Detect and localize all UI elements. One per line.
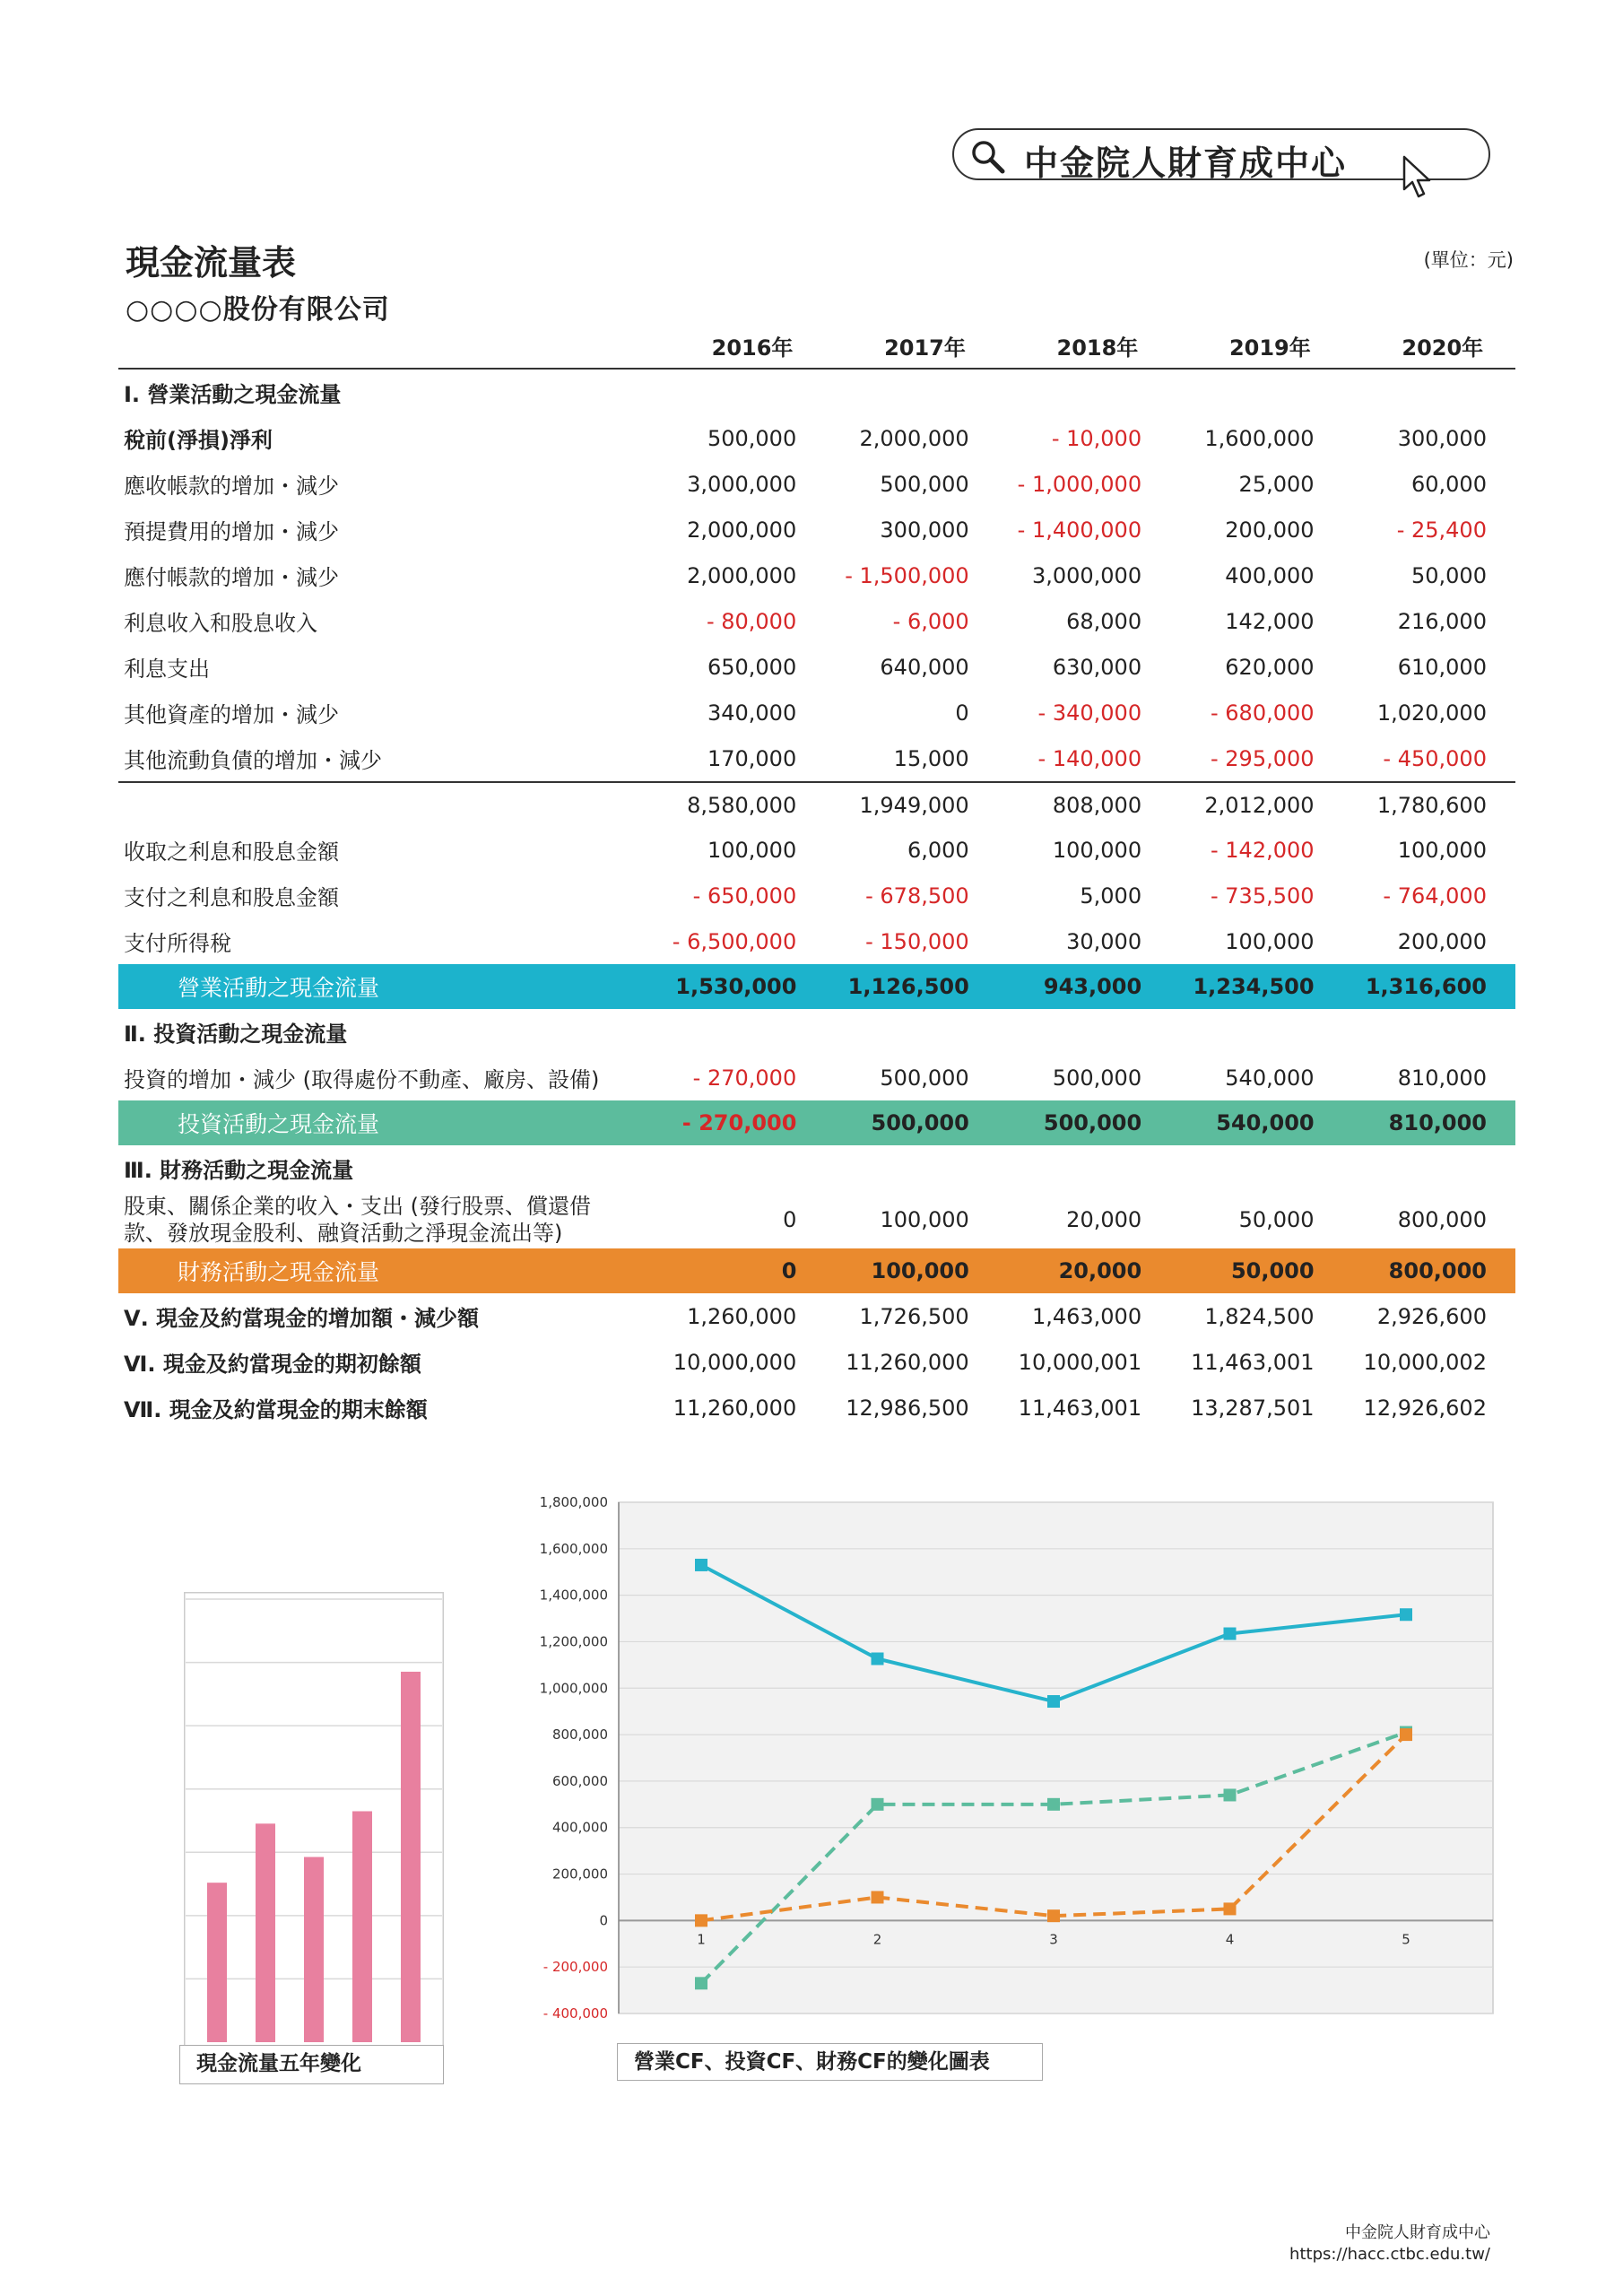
cell-2018: 808,000 bbox=[1052, 792, 1142, 818]
cell-2017: 500,000 bbox=[880, 471, 969, 497]
cell-2016: - 80,000 bbox=[706, 608, 797, 634]
operating-rows-2 bbox=[118, 827, 1515, 964]
bar-2016年 bbox=[207, 1883, 227, 2042]
cell-2017: 11,260,000 bbox=[846, 1349, 969, 1375]
y-tick-label: 400,000 bbox=[551, 1819, 608, 1836]
row-label: 稅前(淨損)淨利 bbox=[124, 428, 273, 453]
operating-subtotal-row bbox=[118, 781, 1515, 827]
series-2-point bbox=[695, 1914, 707, 1926]
operating-rows bbox=[118, 415, 1515, 781]
cell-2018: 500,000 bbox=[1052, 1065, 1142, 1091]
y-tick-label: 1,800,000 bbox=[539, 1494, 608, 1510]
line-chart-caption bbox=[617, 2043, 1043, 2081]
cell-2016: - 6,500,000 bbox=[672, 928, 797, 954]
row-label: 財務活動之現金流量 bbox=[178, 1259, 380, 1285]
row-label: Ⅴ. 現金及約當現金的增加額・減少額 bbox=[124, 1306, 480, 1331]
footer-url[interactable]: https://hacc.ctbc.edu.tw/ bbox=[1289, 2245, 1490, 2264]
cell-2019: 540,000 bbox=[1225, 1065, 1315, 1091]
cell-2018: 630,000 bbox=[1052, 654, 1142, 680]
cell-2017: 6,000 bbox=[907, 837, 969, 863]
cell-2019: - 680,000 bbox=[1210, 700, 1315, 726]
cell-2017: 1,726,500 bbox=[859, 1303, 969, 1329]
cell-2016: 2,000,000 bbox=[687, 517, 797, 543]
x-tick-label: 2 bbox=[872, 1931, 882, 1948]
section-heading-label: Ⅰ. 營業活動之現金流量 bbox=[124, 382, 342, 407]
series-0-point bbox=[1400, 1608, 1412, 1621]
cell-2016: - 270,000 bbox=[692, 1065, 797, 1091]
y-tick-label: 1,000,000 bbox=[539, 1680, 608, 1697]
line-chart-title: 營業CF、投資CF、財務CF的變化圖表 bbox=[634, 2050, 990, 2074]
cf-line-chart bbox=[502, 1489, 1506, 2045]
cell-2016: - 270,000 bbox=[681, 1110, 797, 1135]
table-row bbox=[118, 415, 1515, 461]
cell-2018: 30,000 bbox=[1066, 928, 1142, 954]
cell-2017: - 150,000 bbox=[865, 928, 969, 954]
year-header: 2020年 bbox=[1402, 335, 1484, 361]
footer bbox=[1289, 2222, 1490, 2266]
y-tick-label: - 400,000 bbox=[542, 2005, 608, 2022]
row-label: 其他資產的增加・減少 bbox=[124, 702, 339, 727]
table-row bbox=[118, 918, 1515, 964]
bar-chart-title: 現金流量五年變化 bbox=[196, 2052, 361, 2075]
cell-2016: 340,000 bbox=[707, 700, 797, 726]
cell-2017: 100,000 bbox=[880, 1207, 969, 1232]
cell-2019: 200,000 bbox=[1225, 517, 1315, 543]
row-label: 營業活動之現金流量 bbox=[178, 975, 380, 1001]
series-1-point bbox=[872, 1798, 884, 1811]
cursor-icon bbox=[1402, 155, 1438, 202]
cell-2017: - 1,500,000 bbox=[845, 562, 969, 588]
section-heading-label: Ⅱ. 投資活動之現金流量 bbox=[124, 1022, 348, 1047]
cell-2017: - 678,500 bbox=[865, 883, 969, 909]
table-row bbox=[118, 827, 1515, 873]
cell-2020: 216,000 bbox=[1397, 608, 1487, 634]
footer-name: 中金院人財育成中心 bbox=[1345, 2223, 1490, 2242]
row-label: 支付所得稅 bbox=[124, 931, 231, 956]
table-row bbox=[118, 461, 1515, 507]
row-label: 其他流動負債的增加・減少 bbox=[124, 748, 382, 773]
investing-row bbox=[118, 1055, 1515, 1100]
table-row bbox=[118, 598, 1515, 644]
series-2-point bbox=[1047, 1909, 1060, 1922]
cell-2018: - 340,000 bbox=[1037, 700, 1142, 726]
series-0-point bbox=[1047, 1695, 1060, 1708]
row-label: Ⅵ. 現金及約當現金的期初餘額 bbox=[124, 1352, 421, 1377]
cell-2016: - 650,000 bbox=[692, 883, 797, 909]
cell-2018: 500,000 bbox=[1043, 1110, 1142, 1135]
cell-2019: 25,000 bbox=[1238, 471, 1315, 497]
cell-2020: 12,926,602 bbox=[1363, 1395, 1487, 1421]
cell-2016: 500,000 bbox=[707, 425, 797, 451]
table-row bbox=[118, 873, 1515, 918]
cell-2019: 50,000 bbox=[1238, 1207, 1315, 1232]
financing-total-row bbox=[118, 1248, 1515, 1293]
cell-2017: 500,000 bbox=[871, 1110, 969, 1135]
cell-2020: 1,020,000 bbox=[1376, 700, 1487, 726]
cell-2017: 15,000 bbox=[893, 745, 969, 771]
cell-2019: 142,000 bbox=[1225, 608, 1315, 634]
cell-2016: 0 bbox=[781, 1258, 797, 1283]
company-name: ○○○○股份有限公司 bbox=[126, 294, 390, 326]
summary-row bbox=[118, 1385, 1515, 1431]
section-heading-label: Ⅲ. 財務活動之現金流量 bbox=[124, 1158, 354, 1183]
row-label: 支付之利息和股息金額 bbox=[124, 885, 339, 910]
x-tick-label: 5 bbox=[1402, 1931, 1410, 1948]
cell-2017: 0 bbox=[955, 700, 969, 726]
cell-2016: 3,000,000 bbox=[687, 471, 797, 497]
cell-2020: 800,000 bbox=[1397, 1207, 1487, 1232]
cell-2019: 50,000 bbox=[1230, 1258, 1315, 1283]
operating-total-row bbox=[118, 964, 1515, 1009]
row-label: 投資的增加・減少 (取得處份不動產、廠房、設備) bbox=[124, 1067, 600, 1092]
cell-2018: - 140,000 bbox=[1037, 745, 1142, 771]
y-tick-label: 1,400,000 bbox=[539, 1587, 608, 1604]
summary-row bbox=[118, 1293, 1515, 1339]
row-label: 應付帳款的增加・減少 bbox=[124, 565, 339, 590]
cell-2019: - 735,500 bbox=[1210, 883, 1315, 909]
magnifier-icon bbox=[968, 138, 1010, 176]
page-title: 現金流量表 bbox=[126, 243, 297, 283]
cell-2020: 10,000,002 bbox=[1363, 1349, 1487, 1375]
cell-2020: 200,000 bbox=[1397, 928, 1487, 954]
series-1-point bbox=[695, 1977, 707, 1989]
x-tick-label: 3 bbox=[1049, 1931, 1058, 1948]
cell-2020: 800,000 bbox=[1388, 1258, 1487, 1283]
row-label: 應收帳款的增加・減少 bbox=[124, 474, 339, 499]
x-tick-label: 1 bbox=[697, 1931, 706, 1948]
row-label: 利息收入和股息收入 bbox=[124, 611, 317, 636]
cell-2020: - 25,400 bbox=[1396, 517, 1487, 543]
cell-2019: 11,463,001 bbox=[1191, 1349, 1315, 1375]
cell-2017: - 6,000 bbox=[892, 608, 969, 634]
row-label: 股東、關係企業的收入・支出 (發行股票、償還借款、發放現金股利、融資活動之淨現金流出等) bbox=[124, 1194, 591, 1246]
cell-2019: 2,012,000 bbox=[1204, 792, 1315, 818]
y-tick-label: 800,000 bbox=[551, 1726, 608, 1744]
year-header: 2018年 bbox=[1056, 335, 1139, 361]
bar-2020年 bbox=[401, 1672, 421, 2042]
cell-2019: - 295,000 bbox=[1210, 745, 1315, 771]
cell-2018: - 1,400,000 bbox=[1017, 517, 1142, 543]
summary-row bbox=[118, 1339, 1515, 1385]
series-2-point bbox=[872, 1891, 884, 1903]
cell-2017: 500,000 bbox=[880, 1065, 969, 1091]
table-row bbox=[118, 735, 1515, 781]
cell-2019: 1,824,500 bbox=[1204, 1303, 1315, 1329]
cell-2017: 300,000 bbox=[880, 517, 969, 543]
cell-2016: 650,000 bbox=[707, 654, 797, 680]
cell-2020: 2,926,600 bbox=[1376, 1303, 1487, 1329]
cell-2017: 1,126,500 bbox=[847, 974, 969, 999]
cell-2019: 620,000 bbox=[1225, 654, 1315, 680]
section-heading-financing bbox=[118, 1145, 1515, 1191]
investing-total-row bbox=[118, 1100, 1515, 1145]
section-heading-investing bbox=[118, 1009, 1515, 1055]
cell-2018: - 1,000,000 bbox=[1017, 471, 1142, 497]
table-row bbox=[118, 552, 1515, 598]
series-2-point bbox=[1224, 1902, 1237, 1915]
series-1-point bbox=[1047, 1798, 1060, 1811]
cell-2020: 300,000 bbox=[1397, 425, 1487, 451]
cell-2020: 610,000 bbox=[1397, 654, 1487, 680]
cell-2016: 8,580,000 bbox=[687, 792, 797, 818]
cell-2020: 1,780,600 bbox=[1376, 792, 1487, 818]
y-tick-label: 200,000 bbox=[551, 1866, 608, 1883]
bar-2018年 bbox=[304, 1857, 324, 2042]
cell-2018: - 10,000 bbox=[1051, 425, 1142, 451]
row-label: 投資活動之現金流量 bbox=[178, 1111, 380, 1137]
section-heading-operating bbox=[118, 370, 1515, 415]
financing-row bbox=[118, 1191, 1515, 1248]
cell-2016: 100,000 bbox=[707, 837, 797, 863]
y-tick-label: 600,000 bbox=[551, 1772, 608, 1789]
summary-rows bbox=[118, 1293, 1515, 1431]
year-header: 2017年 bbox=[884, 335, 966, 361]
cell-2018: 10,000,001 bbox=[1018, 1349, 1142, 1375]
y-tick-label: 0 bbox=[599, 1912, 608, 1929]
cell-2019: 400,000 bbox=[1225, 562, 1315, 588]
cell-2019: 1,600,000 bbox=[1204, 425, 1315, 451]
series-1-point bbox=[1224, 1788, 1237, 1801]
series-0-point bbox=[695, 1559, 707, 1571]
cell-2020: - 450,000 bbox=[1383, 745, 1487, 771]
cell-2016: 10,000,000 bbox=[673, 1349, 797, 1375]
cell-2018: 5,000 bbox=[1080, 883, 1142, 909]
table-row bbox=[118, 507, 1515, 552]
cell-2020: 100,000 bbox=[1397, 837, 1487, 863]
cell-2019: 13,287,501 bbox=[1191, 1395, 1315, 1421]
cell-2017: 12,986,500 bbox=[846, 1395, 969, 1421]
cell-2020: 50,000 bbox=[1410, 562, 1487, 588]
cell-2016: 1,530,000 bbox=[675, 974, 797, 999]
cell-2016: 2,000,000 bbox=[687, 562, 797, 588]
row-label: Ⅶ. 現金及約當現金的期末餘額 bbox=[124, 1397, 428, 1422]
row-label: 利息支出 bbox=[124, 657, 210, 682]
series-0-point bbox=[1224, 1628, 1237, 1640]
cell-2019: - 142,000 bbox=[1210, 837, 1315, 863]
cell-2016: 1,260,000 bbox=[687, 1303, 797, 1329]
cell-2020: - 764,000 bbox=[1383, 883, 1487, 909]
y-tick-label: 1,600,000 bbox=[539, 1540, 608, 1557]
cell-2017: 640,000 bbox=[880, 654, 969, 680]
unit-note: (單位：元) bbox=[1423, 249, 1514, 271]
cell-2018: 20,000 bbox=[1066, 1207, 1142, 1232]
cell-2018: 100,000 bbox=[1052, 837, 1142, 863]
cell-2018: 943,000 bbox=[1043, 974, 1142, 999]
table-row bbox=[118, 644, 1515, 690]
cell-2020: 60,000 bbox=[1410, 471, 1487, 497]
cell-2019: 100,000 bbox=[1225, 928, 1315, 954]
brand-banner[interactable] bbox=[952, 128, 1490, 183]
cell-2018: 20,000 bbox=[1058, 1258, 1142, 1283]
x-tick-label: 4 bbox=[1225, 1931, 1235, 1948]
year-header-row bbox=[118, 323, 1515, 370]
cell-2020: 810,000 bbox=[1397, 1065, 1487, 1091]
cell-2018: 1,463,000 bbox=[1031, 1303, 1142, 1329]
cell-2017: 1,949,000 bbox=[859, 792, 969, 818]
cell-2016: 170,000 bbox=[707, 745, 797, 771]
series-2-point bbox=[1400, 1728, 1412, 1741]
series-0-point bbox=[872, 1652, 884, 1665]
bar-2017年 bbox=[256, 1823, 275, 2042]
cell-2016: 0 bbox=[783, 1207, 797, 1232]
cell-2018: 11,463,001 bbox=[1018, 1395, 1142, 1421]
y-tick-label: - 200,000 bbox=[542, 1959, 608, 1976]
cell-2020: 1,316,600 bbox=[1365, 974, 1487, 999]
cell-2018: 3,000,000 bbox=[1031, 562, 1142, 588]
table-row bbox=[118, 690, 1515, 735]
row-label: 預提費用的增加・減少 bbox=[124, 519, 339, 544]
cell-2019: 1,234,500 bbox=[1193, 974, 1315, 999]
row-label: 收取之利息和股息金額 bbox=[124, 839, 339, 865]
bar-2019年 bbox=[352, 1811, 372, 2042]
five-year-bar-chart bbox=[184, 1592, 444, 2049]
cell-2016: 11,260,000 bbox=[673, 1395, 797, 1421]
y-tick-label: 1,200,000 bbox=[539, 1633, 608, 1650]
brand-name: 中金院人財育成中心 bbox=[1024, 144, 1348, 183]
cell-2020: 810,000 bbox=[1388, 1110, 1487, 1135]
year-header: 2019年 bbox=[1228, 335, 1311, 361]
cell-2017: 2,000,000 bbox=[859, 425, 969, 451]
cell-2018: 68,000 bbox=[1066, 608, 1142, 634]
year-header: 2016年 bbox=[711, 335, 794, 361]
cell-2019: 540,000 bbox=[1216, 1110, 1315, 1135]
cash-flow-table bbox=[118, 323, 1515, 1431]
bar-chart-caption bbox=[179, 2045, 444, 2084]
cell-2017: 100,000 bbox=[871, 1258, 969, 1283]
